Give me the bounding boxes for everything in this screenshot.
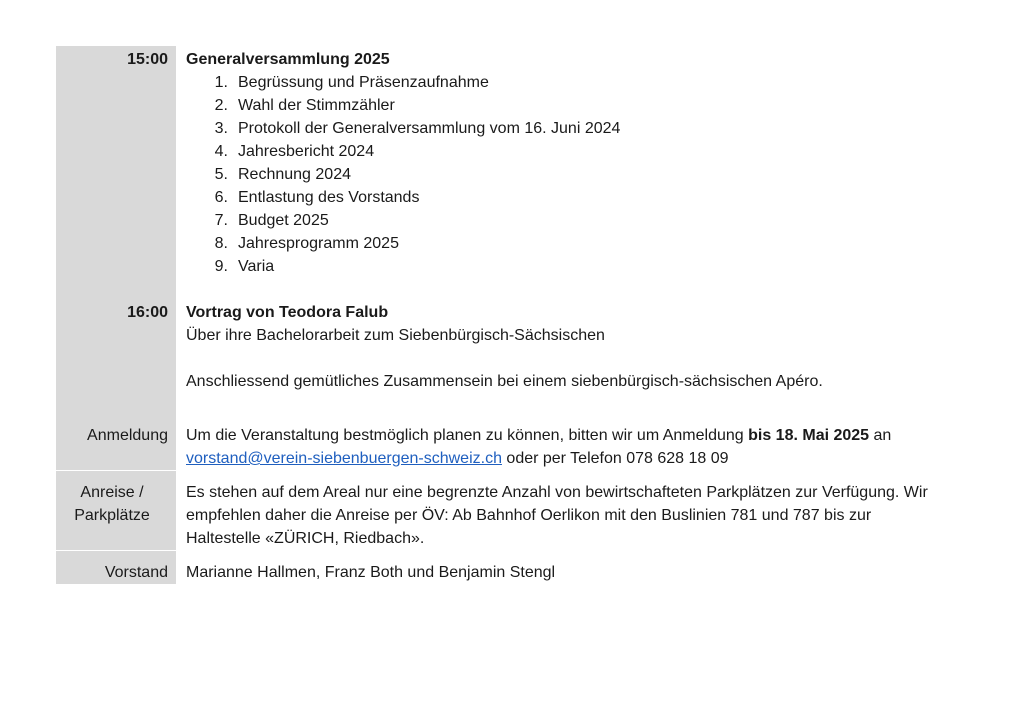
registration-label: Anmeldung bbox=[56, 424, 176, 470]
agenda-item: 6. Entlastung des Vorstands bbox=[214, 189, 420, 206]
program-table bbox=[56, 44, 996, 584]
agenda-item: 3. Protokoll der Generalversammlung vom 16. Juni 2024 bbox=[214, 120, 621, 137]
row-board bbox=[56, 561, 996, 584]
agenda-item: 8. Jahresprogramm 2025 bbox=[214, 235, 399, 252]
agenda-item: 1. Begrüssung und Präsenzaufnahme bbox=[214, 74, 489, 91]
agenda-item: 5. Rechnung 2024 bbox=[214, 166, 351, 183]
agenda-item: 4. Jahresbericht 2024 bbox=[214, 143, 375, 160]
ga-title: Generalversammlung 2025 bbox=[186, 51, 390, 68]
registration-content: Um die Veranstaltung bestmöglich planen zu können, bitten wir um Anmeldung bis 18. Mai 2025 an vorstand@verein-siebenbuergen-schweiz.ch oder per Telefon 078 628 18 09 bbox=[186, 427, 892, 467]
talk-content bbox=[176, 301, 996, 393]
board-members: Marianne Hallmen, Franz Both und Benjamin Stengl bbox=[186, 564, 556, 581]
spacer bbox=[56, 393, 996, 424]
talk-subtitle: Über ihre Bachelorarbeit zum Siebenbürgisch-Sächsischen bbox=[186, 327, 605, 344]
spacer bbox=[56, 278, 996, 301]
spacer bbox=[56, 470, 996, 481]
talk-title: Vortrag von Teodora Falub bbox=[186, 304, 389, 321]
row-general-assembly bbox=[56, 44, 996, 278]
registration-deadline: bis 18. Mai 2025 bbox=[748, 427, 870, 444]
spacer bbox=[56, 550, 996, 561]
email-link[interactable]: vorstand@verein-siebenbuergen-schweiz.ch bbox=[186, 450, 502, 467]
talk-followup: Anschliessend gemütliches Zusammensein bei einem siebenbürgisch-sächsischen Apéro. bbox=[186, 373, 823, 390]
time-ga: 15:00 bbox=[56, 46, 176, 278]
row-travel bbox=[56, 481, 996, 550]
row-talk bbox=[56, 301, 996, 393]
agenda-item: 2. Wahl der Stimmzähler bbox=[214, 97, 395, 114]
travel-content: Es stehen auf dem Areal nur eine begrenzte Anzahl von bewirtschafteten Parkplätzen zur Verfügung. Wir empfehlen daher die Anreise per ÖV: Ab Bahnhof Oerlikon mit den Buslinien 781 und 787 bis zur Haltestelle «ZÜRICH, Riedbach». bbox=[186, 484, 928, 547]
board-label: Vorstand bbox=[56, 561, 176, 584]
travel-label: Anreise / Parkplätze bbox=[56, 481, 176, 550]
time-talk: 16:00 bbox=[56, 301, 176, 393]
row-registration bbox=[56, 424, 996, 470]
agenda-item: 7. Budget 2025 bbox=[214, 212, 329, 229]
ga-agenda bbox=[186, 71, 996, 278]
agenda-item: 9. Varia bbox=[214, 258, 275, 275]
ga-content bbox=[176, 46, 996, 278]
